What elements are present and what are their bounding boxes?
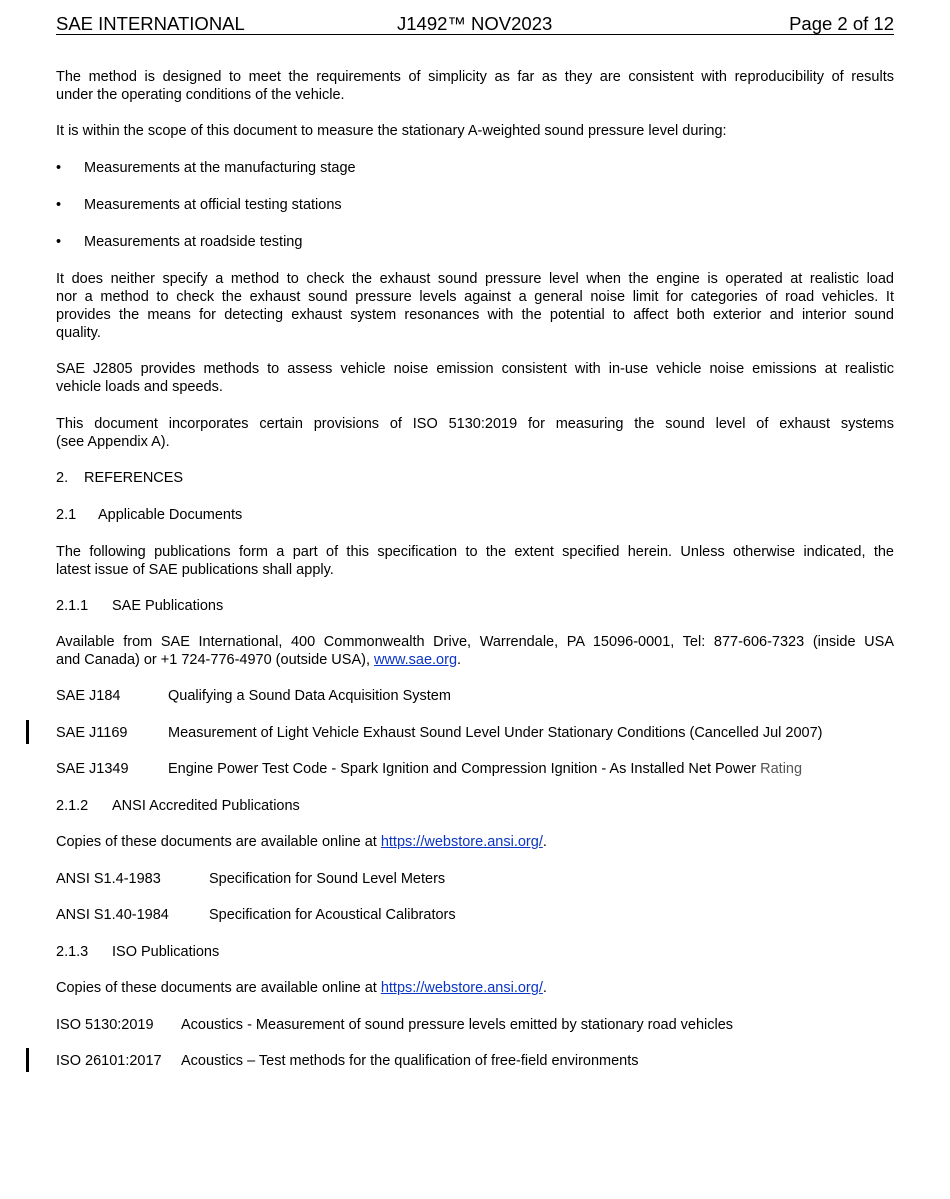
section-title: REFERENCES — [84, 470, 184, 486]
iso-webstore-link[interactable]: https://webstore.ansi.org/ — [380, 980, 543, 996]
paragraph-line: This document incorporates certain provisions of ISO 5130:2019 for measuring the sound level of exhaust systems — [56, 416, 894, 432]
reference-title: Specification for Sound Level Meters — [209, 871, 446, 887]
paragraph-line — [56, 979, 894, 997]
section-number: 2. — [56, 470, 69, 486]
bullet-icon: • — [56, 160, 62, 176]
running-header — [56, 12, 894, 35]
section-title: SAE Publications — [112, 598, 224, 614]
subsection-heading — [56, 797, 894, 815]
paragraph-line: latest issue of SAE publications shall apply. — [56, 562, 334, 578]
paragraph-line: Available from SAE International, 400 Commonwealth Drive, Warrendale, PA 15096-0001, Tel: 877-606-7323 (inside USA — [56, 634, 894, 650]
reference-title: Acoustics - Measurement of sound pressure levels emitted by stationary road vehicles — [181, 1017, 734, 1033]
bullet-icon: • — [56, 234, 62, 250]
reference-code: SAE J1349 — [56, 761, 129, 777]
reference-title: Acoustics – Test methods for the qualification of free-field environments — [181, 1053, 639, 1069]
text-span: Copies of these documents are available online at — [56, 980, 381, 996]
reference-title — [168, 760, 802, 778]
paragraph-line: The following publications form a part of this specification to the extent specified herein. Unless otherwise indicated, the — [56, 544, 894, 560]
paragraph-line — [56, 651, 894, 669]
text-span: and Canada) or +1 724-776-4970 (outside USA), — [56, 652, 374, 668]
reference-title-text: Engine Power Test Code - Spark Ignition and Compression Ignition - As Installed Net Power — [168, 761, 761, 777]
change-bar — [26, 1048, 29, 1072]
paragraph-line: It is within the scope of this document to measure the stationary A-weighted sound pressure level during: — [56, 123, 727, 139]
paragraph-line: provides the means for detecting exhaust system resonances with the potential to affect both exterior and interior sound — [56, 307, 894, 323]
reference-title: Measurement of Light Vehicle Exhaust Sound Level Under Stationary Conditions (Cancelled Jul 2007) — [168, 725, 823, 741]
section-title: Applicable Documents — [98, 507, 243, 523]
header-publisher: SAE INTERNATIONAL — [56, 13, 245, 34]
text-span: . — [542, 980, 547, 996]
sae-website-link[interactable]: www.sae.org — [374, 652, 458, 668]
text-span: . — [542, 834, 547, 850]
reference-title-tail: Rating — [760, 761, 803, 777]
list-item-text: Measurements at official testing stations — [84, 197, 342, 213]
header-page-number: Page 2 of 12 — [789, 13, 894, 34]
paragraph-line: The method is designed to meet the requirements of simplicity as far as they are consistent with reproducibility of results — [56, 69, 894, 85]
reference-title: Qualifying a Sound Data Acquisition System — [168, 688, 451, 704]
section-number: 2.1.3 — [56, 944, 89, 960]
change-bar — [26, 720, 29, 744]
paragraph-line — [56, 833, 894, 851]
paragraph-line: SAE J2805 provides methods to assess vehicle noise emission consistent with in-use vehicle noise emissions at realistic — [56, 361, 894, 377]
reference-code: ISO 26101:2017 — [56, 1053, 162, 1069]
paragraph-line: nor a method to check the exhaust sound pressure levels against a general noise limit for categories of road vehicles. It — [56, 289, 894, 305]
text-span: Copies of these documents are available online at — [56, 834, 381, 850]
reference-code: SAE J184 — [56, 688, 121, 704]
bullet-icon: • — [56, 197, 62, 213]
list-item-text: Measurements at roadside testing — [84, 234, 303, 250]
subsection-heading — [56, 506, 894, 524]
subsection-heading — [56, 597, 894, 615]
section-number: 2.1.1 — [56, 598, 89, 614]
list-item-text: Measurements at the manufacturing stage — [84, 160, 356, 176]
section-number: 2.1.2 — [56, 798, 89, 814]
section-title: ANSI Accredited Publications — [112, 798, 300, 814]
reference-code: ANSI S1.40-1984 — [56, 907, 169, 923]
reference-title: Specification for Acoustical Calibrators — [209, 907, 456, 923]
subsection-heading — [56, 943, 894, 961]
paragraph-line: quality. — [56, 325, 101, 341]
ansi-webstore-link[interactable]: https://webstore.ansi.org/ — [380, 834, 543, 850]
text-span: . — [457, 652, 462, 668]
section-title: ISO Publications — [112, 944, 220, 960]
section-number: 2.1 — [56, 507, 77, 523]
header-doc-id: J1492™ NOV2023 — [397, 13, 553, 34]
section-heading — [56, 469, 894, 487]
paragraph-line: under the operating conditions of the vehicle. — [56, 87, 345, 103]
paragraph-line: It does neither specify a method to check the exhaust sound pressure level when the engine is operated at realistic load — [56, 271, 894, 287]
reference-code: ISO 5130:2019 — [56, 1017, 154, 1033]
reference-code: ANSI S1.4-1983 — [56, 871, 161, 887]
paragraph-line: vehicle loads and speeds. — [56, 379, 223, 395]
reference-code: SAE J1169 — [56, 725, 128, 741]
paragraph-line: (see Appendix A). — [56, 434, 170, 450]
